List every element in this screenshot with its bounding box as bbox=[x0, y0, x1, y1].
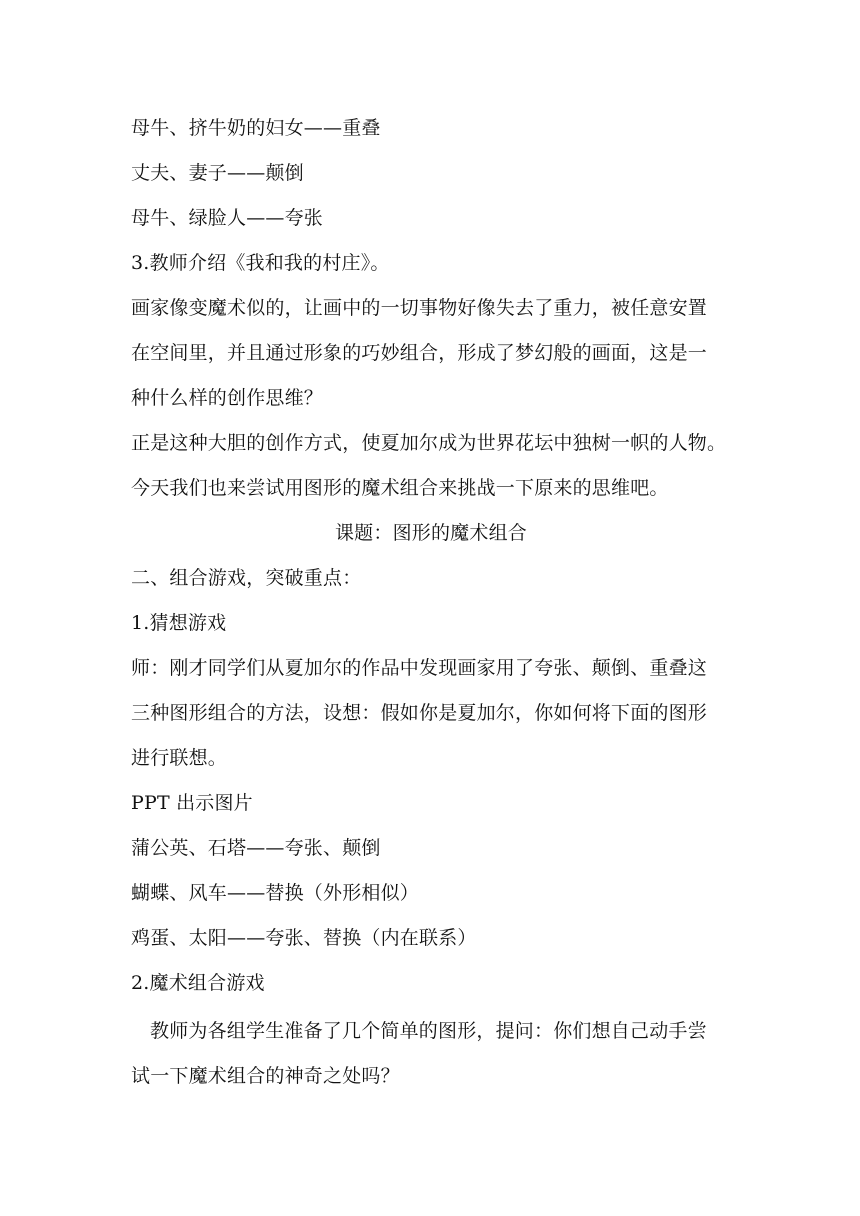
ppt-note: PPT 出示图片 bbox=[131, 792, 253, 814]
magic-game-line-1: 教师为各组学生准备了几个简单的图形，提问：你们想自己动手尝 bbox=[150, 1020, 707, 1042]
example-dandelion: 蒲公英、石塔——夸张、颠倒 bbox=[131, 837, 381, 859]
lesson-title: 课题：图形的魔术组合 bbox=[334, 522, 527, 544]
text-line-cow-milkmaid: 母牛、挤牛奶的妇女——重叠 bbox=[131, 117, 381, 139]
teacher-line-3: 进行联想。 bbox=[131, 747, 228, 769]
teacher-line-2: 三种图形组合的方法，设想：假如你是夏加尔，你如何将下面的图形 bbox=[131, 702, 708, 724]
section-heading-2: 二、组合游戏，突破重点： bbox=[131, 567, 362, 589]
subheading-magic-game: 2.魔术组合游戏 bbox=[131, 972, 265, 994]
paragraph-line-2: 在空间里，并且通过形象的巧妙组合，形成了梦幻般的画面，这是一 bbox=[131, 342, 708, 364]
teacher-line-1: 师：刚才同学们从夏加尔的作品中发现画家用了夸张、颠倒、重叠这 bbox=[131, 657, 708, 679]
text-line-husband-wife: 丈夫、妻子——颠倒 bbox=[131, 162, 304, 184]
subheading-guess-game: 1.猜想游戏 bbox=[131, 612, 227, 634]
paragraph-line-3: 种什么样的创作思维？ bbox=[131, 387, 324, 409]
text-line-cow-greenface: 母牛、绿脸人——夸张 bbox=[131, 207, 324, 229]
paragraph-line-1: 画家像变魔术似的，让画中的一切事物好像失去了重力，被任意安置 bbox=[131, 297, 708, 319]
example-butterfly: 蝴蝶、风车——替换（外形相似） bbox=[131, 882, 420, 904]
text-line-teacher-intro: 3.教师介绍《我和我的村庄》。 bbox=[131, 252, 390, 274]
paragraph-line-4: 正是这种大胆的创作方式，使夏加尔成为世界花坛中独树一帜的人物。 bbox=[131, 432, 727, 454]
example-egg: 鸡蛋、太阳——夸张、替换（内在联系） bbox=[131, 927, 477, 949]
paragraph-line-5: 今天我们也来尝试用图形的魔术组合来挑战一下原来的思维吧。 bbox=[131, 477, 669, 499]
magic-game-line-2: 试一下魔术组合的神奇之处吗？ bbox=[131, 1065, 400, 1087]
